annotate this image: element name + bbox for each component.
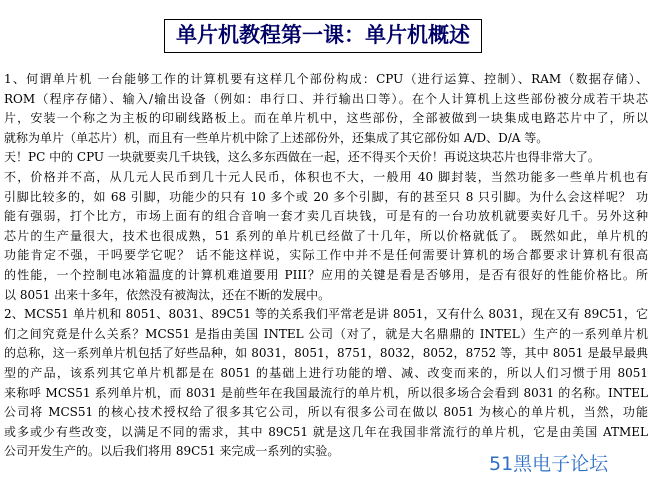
body-line: 天！PC 中的 CPU 一块就要卖几千块钱，这么多东西做在一起，还不得买个天价！再说这块芯片也得非常大了。 <box>4 150 600 165</box>
body-line: 芯片的生产量很大，技术也很成熟，51 系列的单片机已经做了十几年，所以价格就低了。 既然如此，单片机的 <box>4 228 648 243</box>
body-line: 2、MCS51 单片机和 8051、8031、89C51 等的关系我们平常老是讲 8051，又有什么 8031，现在又有 89C51，它 <box>4 307 648 322</box>
body-line: 来称呼 MCS51 系列单片机，而 8031 是前些年在我国最流行的单片机，所以很多场合会看到 8031 的名称。INTEL <box>4 385 648 400</box>
body-line: ROM（程序存储）、输入/输出设备（例如：串行口、并行输出口等）。在个人计算机上这些部份被分成若干块芯 <box>4 91 648 106</box>
body-line: 功能肯定不强，干吗要学它呢？ 话不能这样说，实际工作中并不是任何需要计算机的场合都要求计算机有很高 <box>4 248 648 263</box>
body-line: 片，安装一个称之为主板的印刷线路板上。而在单片机中，这些部份，全部被做到一块集成电路芯片中了，所以 <box>4 111 648 126</box>
body-line: 公司将 MCS51 的核心技术授权给了很多其它公司，所以有很多公司在做以 8051 为核心的单片机，当然，功能 <box>4 405 648 420</box>
body-line: 不，价格并不高，从几元人民币到几十元人民币，体积也不大，一般用 40 脚封装，当然功能多一些单片机也有 <box>4 170 648 184</box>
body-line: 能有强弱，打个比方，市场上面有的组合音响一套才卖几百块钱，可是有的一台功放机就要卖好几千。另外这种 <box>4 209 648 224</box>
body-line: 引脚比较多的，如 68 引脚，功能少的只有 10 多个或 20 多个引脚，有的甚至只 8 只引脚。为什么会这样呢？ 功 <box>4 189 648 204</box>
body-line: 的性能，一个控制电冰箱温度的计算机难道要用 PIII？应用的关键是看是否够用，是否有很好的性能价格比。所 <box>4 268 648 282</box>
body-line: 或多或少有些改变，以满足不同的需求，其中 89C51 就是这几年在我国非常流行的单片机，它是由美国 ATMEL <box>4 424 648 439</box>
forum-watermark: 51黑电子论坛 <box>489 453 609 475</box>
body-line: 们之间究竟是什么关系？MCS51 是指由美国 INTEL 公司（对了，就是大名鼎鼎的 INTEL）生产的一系列单片机 <box>4 326 648 341</box>
body-line: 型的产品，该系列其它单片机都是在 8051 的基础上进行功能的增、减、改变而来的，所以人们习惯于用 8051 <box>4 366 648 380</box>
body-line: 1、何谓单片机 一台能够工作的计算机要有这样几个部份构成：CPU（进行运算、控制）、RAM（数据存储）、 <box>4 72 648 86</box>
body-line: 公司开发生产的。以后我们将用 89C51 来完成一系列的实验。 <box>4 444 340 459</box>
body-line: 的总称，这一系列单片机包括了好些品种，如 8031，8051，8751，8032，8052，8752 等，其中 8051 是最早最典 <box>4 346 648 361</box>
page-title: 单片机教程第一课：单片机概述 <box>164 19 482 53</box>
body-line: 就称为单片（单芯片）机，而且有一些单片机中除了上述部份外，还集成了其它部份如 A/D、D/A 等。 <box>4 130 549 145</box>
body-line: 以 8051 出来十多年，依然没有被淘汰，还在不断的发展中。 <box>4 287 331 302</box>
